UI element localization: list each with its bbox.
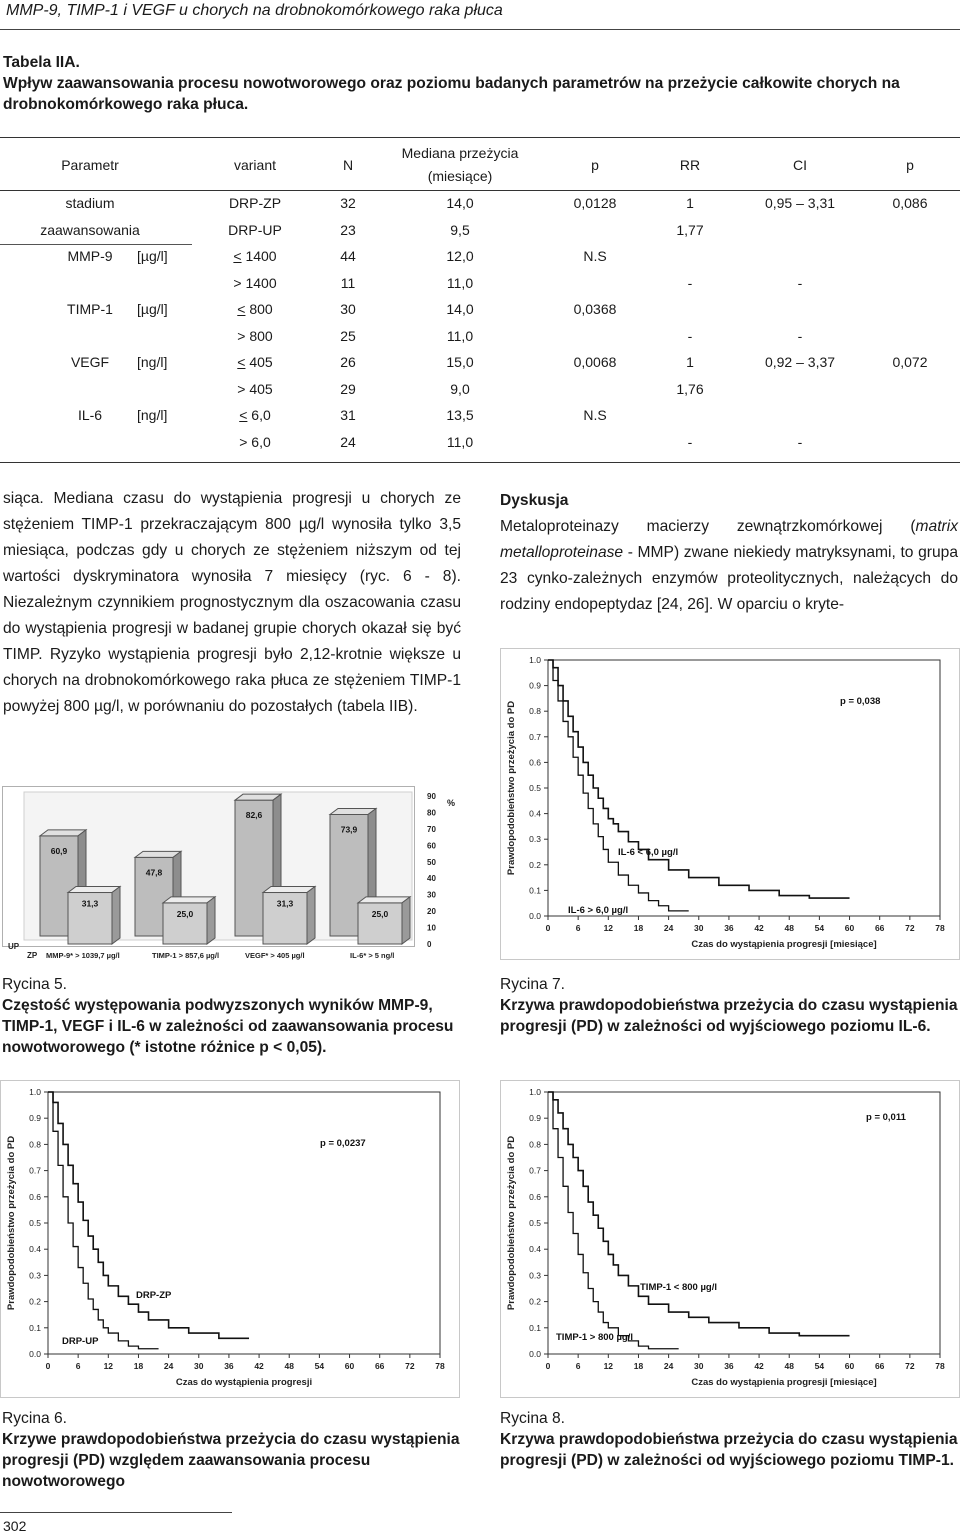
y-tick-label: 0.1 bbox=[529, 885, 541, 896]
page-number: 302 bbox=[3, 1518, 27, 1534]
table-cell: MMP-9 bbox=[67, 248, 113, 264]
table-label: Tabela IIA. bbox=[3, 54, 80, 71]
footer-rule bbox=[0, 1512, 232, 1513]
y-tick-label: 0.4 bbox=[29, 1244, 41, 1255]
y-tick-label: 0.8 bbox=[529, 706, 541, 717]
y-unit-label: % bbox=[447, 798, 456, 808]
table-cell: 15,0 bbox=[446, 354, 474, 370]
x-tick-label: 0 bbox=[545, 1361, 551, 1371]
y-tick-label: 0.2 bbox=[529, 859, 541, 870]
bar-zp-top bbox=[263, 887, 315, 893]
x-tick-label: 78 bbox=[435, 1361, 445, 1371]
x-tick-label: 18 bbox=[633, 1361, 644, 1371]
col-header-p2: p bbox=[906, 157, 914, 173]
table-cell: > 6,0 bbox=[239, 433, 271, 450]
x-axis-label: Czas do wystąpienia progresji [miesiące] bbox=[691, 939, 877, 950]
discussion-heading: Dyskusja bbox=[500, 492, 569, 509]
table-cell: < 800 bbox=[237, 301, 273, 317]
table-cell: 9,0 bbox=[450, 380, 470, 397]
table-cell: N.S bbox=[583, 407, 607, 423]
series-label: IL-6 > 6,0 µg/l bbox=[568, 905, 629, 916]
table-cell: 11,0 bbox=[446, 327, 474, 344]
y-tick-label: 0.0 bbox=[529, 1349, 541, 1359]
caption-fig8-desc: Krzywa prawdopodobieństwa przeżycia do czasu wystąpienia progresji (PD) w zależności od wyjściowego poziomu TIMP-1. bbox=[500, 1431, 958, 1469]
results-table bbox=[0, 137, 960, 467]
x-tick-label: 54 bbox=[314, 1361, 325, 1371]
y-tick-label: 1.0 bbox=[529, 655, 541, 665]
bar-zp-side bbox=[402, 897, 410, 944]
x-tick-label: 12 bbox=[603, 923, 614, 933]
table-cell: 31 bbox=[340, 407, 356, 423]
y-tick-label: 0.8 bbox=[29, 1139, 41, 1150]
table-cell: [µg/l] bbox=[137, 248, 168, 264]
x-tick-label: 42 bbox=[754, 1361, 764, 1371]
y-tick-label: 0.3 bbox=[529, 834, 541, 845]
series-label: DRP-ZP bbox=[136, 1290, 172, 1301]
table-cell: 11 bbox=[340, 274, 356, 291]
x-tick-label: 30 bbox=[694, 923, 704, 933]
table-caption bbox=[3, 52, 953, 115]
x-tick-label: 54 bbox=[814, 923, 825, 933]
caption-fig8 bbox=[500, 1408, 958, 1471]
table-cell: IL-6 bbox=[77, 407, 103, 423]
y-tick-label: 1.0 bbox=[529, 1087, 541, 1097]
category-label: TIMP-1 > 857,6 µg/l bbox=[152, 951, 220, 960]
y-tick-label: 0.5 bbox=[529, 1218, 541, 1228]
y-tick-label: 60 bbox=[427, 841, 436, 851]
table-cell: 1 bbox=[686, 195, 694, 211]
x-tick-label: 48 bbox=[284, 1361, 294, 1371]
table-cell: zaawansowania bbox=[40, 221, 140, 238]
y-axis-label: Prawdopodobieństwo przeżycia do PD bbox=[506, 1135, 517, 1311]
col-header-variant: variant bbox=[233, 157, 277, 173]
table-cell: 0,95 – 3,31 bbox=[764, 195, 836, 211]
figure-6 bbox=[0, 1080, 460, 1398]
caption-fig5-num: Rycina 5. bbox=[2, 976, 68, 993]
table-cell: 0,0368 bbox=[573, 301, 617, 317]
x-tick-label: 18 bbox=[633, 923, 644, 933]
discussion-text bbox=[500, 514, 958, 618]
col-header-median: Mediana przeżycia bbox=[401, 145, 519, 161]
x-tick-label: 60 bbox=[344, 1361, 355, 1371]
table-cell: TIMP-1 bbox=[67, 301, 113, 317]
y-tick-label: 0.3 bbox=[29, 1270, 41, 1281]
table-cell: 11,0 bbox=[446, 274, 474, 291]
series-label: IL-6 < 6,0 µg/l bbox=[618, 847, 679, 858]
bar-zp-side bbox=[112, 887, 120, 944]
table-header-rule bbox=[0, 190, 960, 191]
bar-up-value: 60,9 bbox=[50, 845, 68, 856]
x-tick-label: 30 bbox=[694, 1361, 704, 1371]
y-tick-label: 70 bbox=[427, 824, 436, 834]
col-header-p: p bbox=[591, 157, 599, 173]
x-tick-label: 66 bbox=[374, 1361, 385, 1371]
caption-fig5-desc: Częstość występowania podwyzszonych wyników MMP-9, TIMP-1, VEGF i IL-6 w zależności od zaawansowania procesu nowotworowego (* istotne różnice p < 0,05). bbox=[2, 997, 454, 1056]
x-tick-label: 30 bbox=[194, 1361, 204, 1371]
y-tick-label: 0 bbox=[427, 940, 432, 949]
col-header-median-unit: (miesiące) bbox=[427, 168, 493, 184]
col-header-parametr: Parametr bbox=[61, 157, 119, 173]
table-cell: [µg/l] bbox=[137, 301, 168, 317]
x-tick-label: 12 bbox=[103, 1361, 114, 1371]
table-caption-text: Wpływ zaawansowania procesu nowotworowego oraz poziomu badanych parametrów na przeżycie całkowite chorych na drobnokomórkowego raka płuca. bbox=[3, 75, 900, 113]
table-cell: 1,76 bbox=[676, 380, 704, 397]
category-label: IL-6* > 5 ng/l bbox=[350, 951, 395, 960]
bar-up-value: 47,8 bbox=[145, 867, 163, 878]
table-cell: 29 bbox=[340, 380, 356, 397]
x-tick-label: 60 bbox=[844, 923, 855, 933]
table-cell: < 405 bbox=[237, 354, 273, 370]
caption-fig7-desc: Krzywa prawdopodobieństwa przeżycia do czasu wystąpienia progresji (PD) w zależności od wyjściowego poziomu IL-6. bbox=[500, 997, 958, 1035]
y-tick-label: 40 bbox=[427, 874, 436, 884]
table-cell: 23 bbox=[340, 221, 356, 238]
table-cell: < 6,0 bbox=[239, 407, 271, 423]
table-cell: - bbox=[797, 327, 803, 344]
table-cell: DRP-ZP bbox=[228, 195, 282, 211]
series-label: DRP-UP bbox=[62, 1336, 99, 1347]
y-tick-label: 0.0 bbox=[29, 1349, 41, 1359]
table-cell: 1 bbox=[686, 354, 694, 370]
x-tick-label: 72 bbox=[905, 1361, 915, 1371]
table-cell: 0,0068 bbox=[573, 354, 617, 370]
x-tick-label: 12 bbox=[603, 1361, 614, 1371]
table-cell: stadium bbox=[65, 195, 115, 211]
table-cell: 25 bbox=[340, 327, 356, 344]
discussion-text-em: matrix metalloproteinase bbox=[500, 518, 958, 561]
category-label: MMP-9* > 1039,7 µg/l bbox=[46, 951, 120, 960]
plot-area bbox=[548, 1092, 940, 1354]
table-cell: [ng/l] bbox=[137, 407, 168, 423]
p-value-annotation: p = 0,038 bbox=[840, 696, 881, 707]
x-tick-label: 42 bbox=[254, 1361, 264, 1371]
caption-fig8-num: Rycina 8. bbox=[500, 1410, 566, 1427]
y-tick-label: 50 bbox=[427, 857, 436, 867]
table-cell: 11,0 bbox=[446, 433, 474, 450]
y-tick-label: 0.4 bbox=[529, 1244, 541, 1255]
bar-zp-top bbox=[68, 887, 120, 893]
y-tick-label: 0.6 bbox=[529, 757, 541, 768]
y-tick-label: 1.0 bbox=[29, 1087, 41, 1097]
y-tick-label: 0.9 bbox=[29, 1113, 41, 1124]
y-axis-label: Prawdopodobieństwo przeżycia do PD bbox=[506, 700, 517, 876]
y-tick-label: 0.0 bbox=[529, 911, 541, 921]
table-cell: N.S bbox=[583, 248, 607, 264]
table-cell: > 800 bbox=[237, 327, 273, 344]
table-cell: [ng/l] bbox=[137, 354, 168, 370]
bar-up-value: 82,6 bbox=[245, 810, 263, 821]
table-cell: 13,5 bbox=[446, 407, 474, 423]
left-paragraph: siąca. Mediana czasu do wystąpienia progresji u chorych ze stężeniem TIMP-1 przekraczającym 800 µg/l wynosiła tylko 3,5 miesiąca, podczas gdy u chorych ze stężeniem niższym od tej wartości dyskryminatora wynosiła 7 miesięcy (ryc. 6 - 8). Niezależnym czynnikiem prognostycznym dla oszacowania czasu do wystąpienia progresji w badanej grupie chorych okazał się być TIMP. Ryzyko wystąpienia progresji było 2,12-krotnie większe u chorych na drobnokomórkowego raka płuca ze stężeniem TIMP-1 powyżej 800 µg/l, w porównaniu do pozostałych (tabela IIB). bbox=[3, 490, 461, 715]
table-cell: 1,77 bbox=[676, 221, 704, 238]
x-tick-label: 24 bbox=[663, 1361, 674, 1371]
x-tick-label: 48 bbox=[784, 1361, 794, 1371]
y-tick-label: 0.1 bbox=[29, 1322, 41, 1333]
table-cell: 12,0 bbox=[446, 248, 474, 264]
bar-zp-value: 25,0 bbox=[371, 908, 389, 919]
table-cell: - bbox=[687, 274, 693, 291]
table-cell: - bbox=[797, 274, 803, 291]
x-tick-label: 60 bbox=[844, 1361, 855, 1371]
y-tick-label: 80 bbox=[427, 808, 436, 818]
bar-zp-top bbox=[163, 897, 215, 903]
table-cell: 0,072 bbox=[892, 354, 928, 370]
y-tick-label: 0.2 bbox=[529, 1296, 541, 1307]
table-cell: > 405 bbox=[237, 380, 273, 397]
table-cell: - bbox=[687, 327, 693, 344]
caption-fig7 bbox=[500, 974, 958, 1037]
x-axis-label: Czas do wystąpienia progresji bbox=[175, 1377, 313, 1388]
table-cell: 14,0 bbox=[446, 301, 474, 317]
x-tick-label: 66 bbox=[874, 923, 885, 933]
table-cell: 32 bbox=[340, 195, 356, 211]
col-header-rr: RR bbox=[679, 157, 701, 173]
p-value-annotation: p = 0,0237 bbox=[320, 1138, 366, 1149]
table-cell: 44 bbox=[340, 248, 356, 264]
caption-fig6 bbox=[2, 1408, 462, 1492]
header-rule bbox=[0, 29, 960, 30]
x-tick-label: 6 bbox=[575, 1361, 581, 1371]
y-tick-label: 0.6 bbox=[29, 1191, 41, 1202]
x-tick-label: 18 bbox=[133, 1361, 144, 1371]
series-label-zp: ZP bbox=[27, 951, 38, 960]
bar-zp-value: 25,0 bbox=[176, 908, 194, 919]
running-header: MMP-9, TIMP-1 i VEGF u chorych na drobnokomórkowego raka płuca bbox=[6, 2, 503, 19]
x-tick-label: 0 bbox=[45, 1361, 51, 1371]
table-cell: - bbox=[797, 433, 803, 450]
figure-8 bbox=[500, 1080, 960, 1398]
bar-zp-value: 31,3 bbox=[81, 898, 99, 909]
caption-fig6-desc: Krzywe prawdopodobieństwa przeżycia do czasu wystąpienia progresji (PD) względem zaawansowania procesu nowotworowego bbox=[2, 1431, 460, 1490]
caption-fig5 bbox=[2, 974, 462, 1058]
table-cell: DRP-UP bbox=[228, 221, 282, 238]
y-tick-label: 0.4 bbox=[529, 808, 541, 819]
table-cell: VEGF bbox=[70, 354, 110, 370]
x-tick-label: 6 bbox=[575, 923, 581, 933]
x-tick-label: 42 bbox=[754, 923, 764, 933]
figure-5-chart bbox=[2, 786, 458, 964]
figure-7-chart bbox=[500, 648, 960, 960]
series-label: TIMP-1 > 800 µg/l bbox=[556, 1332, 634, 1343]
x-tick-label: 78 bbox=[935, 923, 945, 933]
y-tick-label: 0.2 bbox=[29, 1296, 41, 1307]
x-tick-label: 24 bbox=[663, 923, 674, 933]
table-cell: < 1400 bbox=[233, 248, 277, 264]
y-tick-label: 0.8 bbox=[529, 1139, 541, 1150]
table-group-rule bbox=[0, 244, 192, 245]
series-label: TIMP-1 < 800 µg/l bbox=[640, 1282, 718, 1293]
y-tick-label: 90 bbox=[427, 792, 436, 801]
x-tick-label: 6 bbox=[75, 1361, 81, 1371]
category-label: VEGF* > 405 µg/l bbox=[245, 951, 305, 960]
y-tick-label: 0.6 bbox=[529, 1191, 541, 1202]
y-tick-label: 0.7 bbox=[529, 731, 541, 742]
table-cell: 24 bbox=[340, 433, 356, 450]
y-tick-label: 10 bbox=[427, 923, 436, 933]
y-tick-label: 0.3 bbox=[529, 1270, 541, 1281]
y-tick-label: 0.7 bbox=[29, 1165, 41, 1176]
y-tick-label: 30 bbox=[427, 890, 436, 900]
figure-6-chart bbox=[0, 1080, 460, 1398]
x-tick-label: 36 bbox=[724, 1361, 734, 1371]
x-tick-label: 0 bbox=[545, 923, 551, 933]
x-tick-label: 36 bbox=[724, 923, 734, 933]
table-cell: 0,086 bbox=[892, 195, 928, 211]
table-cell: 26 bbox=[340, 354, 356, 370]
figure-7 bbox=[500, 648, 960, 960]
x-tick-label: 36 bbox=[224, 1361, 234, 1371]
series-label-up: UP bbox=[8, 942, 20, 951]
y-tick-label: 0.1 bbox=[529, 1322, 541, 1333]
x-tick-label: 72 bbox=[905, 923, 915, 933]
x-axis-label: Czas do wystąpienia progresji [miesiące] bbox=[691, 1377, 877, 1388]
table-cell: 0,0128 bbox=[573, 195, 617, 211]
caption-fig7-num: Rycina 7. bbox=[500, 976, 566, 993]
bar-zp-side bbox=[207, 897, 215, 944]
y-tick-label: 0.5 bbox=[29, 1218, 41, 1228]
table-cell: 14,0 bbox=[446, 195, 474, 211]
table-cell: - bbox=[687, 433, 693, 450]
x-tick-label: 48 bbox=[784, 923, 794, 933]
bar-zp-top bbox=[358, 897, 410, 903]
y-tick-label: 0.9 bbox=[529, 1113, 541, 1124]
bar-zp-value: 31,3 bbox=[276, 898, 294, 909]
table-cell: 30 bbox=[340, 301, 356, 317]
figure-5 bbox=[2, 786, 458, 964]
table-cell: 0,92 – 3,37 bbox=[764, 354, 836, 370]
left-body-text bbox=[3, 486, 461, 720]
y-tick-label: 0.5 bbox=[529, 783, 541, 793]
table-cell: 9,5 bbox=[450, 221, 470, 238]
x-tick-label: 78 bbox=[935, 1361, 945, 1371]
p-value-annotation: p = 0,011 bbox=[866, 1112, 906, 1123]
table-cell: > 1400 bbox=[233, 274, 277, 291]
discussion-text-b: - MMP) zwane niekiedy matryksynami, to grupa 23 cynko-zależnych enzymów proteolitycznych, należących do rodziny endopeptydaz [24, 26]. W oparciu o kryte- bbox=[500, 544, 958, 613]
x-tick-label: 72 bbox=[405, 1361, 415, 1371]
bar-zp-side bbox=[307, 887, 315, 944]
y-tick-label: 0.9 bbox=[529, 680, 541, 691]
plot-area bbox=[548, 660, 940, 916]
discussion-text-a: Metaloproteinazy macierzy zewnątrzkomórkowej ( bbox=[500, 518, 916, 535]
col-header-n: N bbox=[342, 157, 354, 173]
x-tick-label: 24 bbox=[163, 1361, 174, 1371]
figure-8-chart bbox=[500, 1080, 960, 1398]
bar-up-value: 73,9 bbox=[340, 824, 358, 835]
x-tick-label: 66 bbox=[874, 1361, 885, 1371]
col-header-ci: CI bbox=[793, 157, 807, 173]
caption-fig6-num: Rycina 6. bbox=[2, 1410, 68, 1427]
y-axis-label: Prawdopodobieństwo przeżycia do PD bbox=[6, 1135, 17, 1311]
table-bottom-rule bbox=[0, 462, 960, 463]
y-tick-label: 0.7 bbox=[529, 1165, 541, 1176]
y-tick-label: 20 bbox=[427, 907, 436, 917]
x-tick-label: 54 bbox=[814, 1361, 825, 1371]
plot-area bbox=[48, 1092, 440, 1354]
